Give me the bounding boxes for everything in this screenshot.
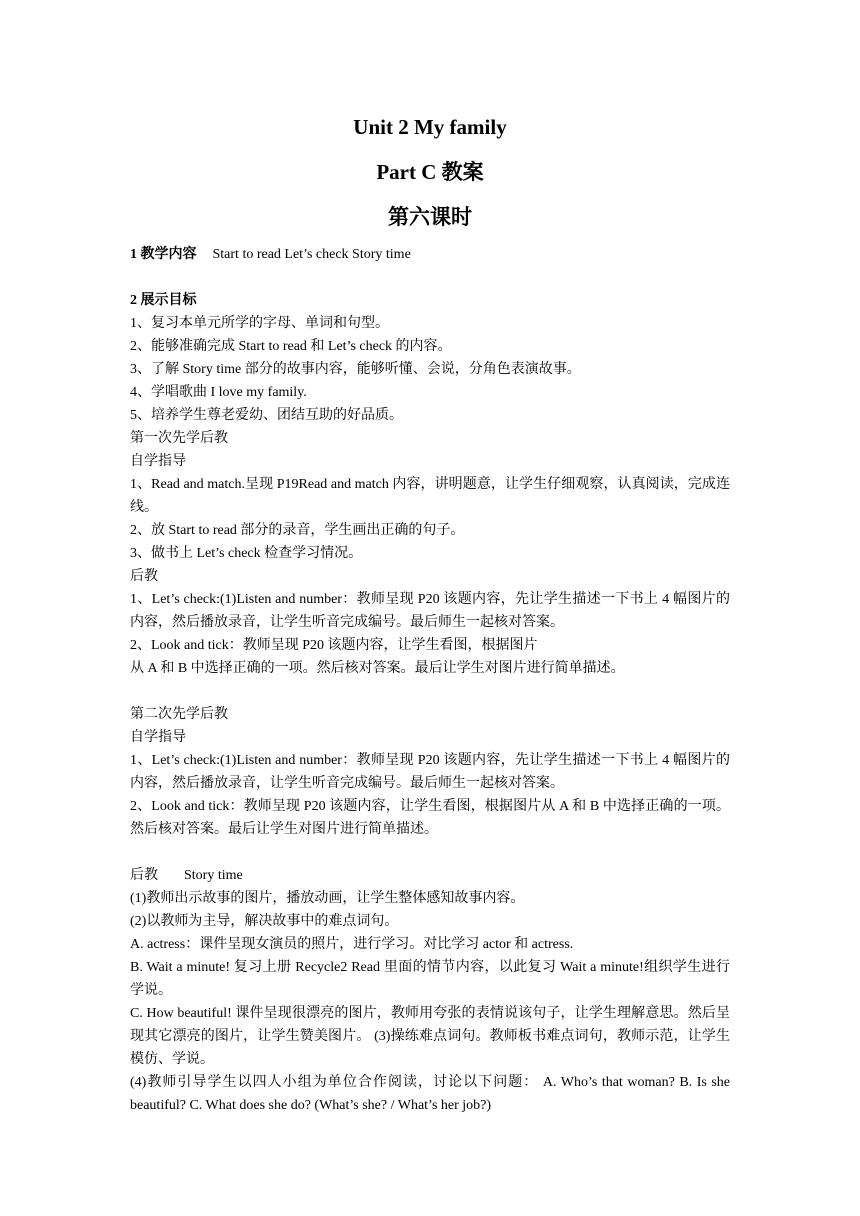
round-heading: 第二次先学后教 — [130, 707, 228, 722]
document-title: Unit 2 My family — [353, 115, 507, 139]
subheading: 后教 — [130, 569, 158, 584]
goal-item: 4、学唱歌曲 I love my family. — [130, 385, 307, 400]
paragraph: A. actress：课件呈现女演员的照片，进行学习。对比学习 actor 和 actress. — [130, 937, 574, 952]
paragraph: 1、Read and match.呈现 P19Read and match 内容，讲明题意，让学生仔细观察，认真阅读，完成连线。 — [130, 477, 730, 515]
paragraph: 1、Let’s check:(1)Listen and number：教师呈现 P20 该题内容，先让学生描述一下书上 4 幅图片的内容，然后播放录音，让学生听音完成编号。最后师生一起核对答案。 — [130, 753, 730, 791]
lesson-number-title: 第六课时 — [388, 205, 472, 229]
document-page — [130, 112, 730, 1117]
paragraph: 3、做书上 Let’s check 检查学习情况。 — [130, 546, 363, 561]
round-heading: 第一次先学后教 — [130, 431, 228, 446]
section-teaching-content — [130, 243, 730, 266]
paragraph: 1、Let’s check:(1)Listen and number：教师呈现 P20 该题内容，先让学生描述一下书上 4 幅图片的内容，然后播放录音，让学生听音完成编号。最后师生一起核对答案。 — [130, 592, 730, 630]
section-text: Start to read Let’s check Story time — [212, 247, 411, 262]
paragraph: 2、Look and tick：教师呈现 P20 该题内容，让学生看图，根据图片从 A 和 B 中选择正确的一项。然后核对答案。最后让学生对图片进行简单描述。 — [130, 799, 730, 837]
subheading: 自学指导 — [130, 454, 186, 469]
paragraph: B. Wait a minute! 复习上册 Recycle2 Read 里面的情节内容，以此复习 Wait a minute!组织学生进行学说。 — [130, 960, 730, 998]
paragraph: C. How beautiful! 课件呈现很漂亮的图片，教师用夸张的表情说该句子，让学生理解意思。然后呈现其它漂亮的图片，让学生赞美图片。 (3)操练难点词句。教师板书难点词句，教师示范，让学生模仿、学说。 — [130, 1006, 730, 1067]
document-subtitle: Part C 教案 — [376, 160, 484, 184]
paragraph: (1)教师出示故事的图片，播放动画，让学生整体感知故事内容。 — [130, 891, 525, 906]
paragraph: (2)以教师为主导，解决故事中的难点词句。 — [130, 914, 399, 929]
section-goals-heading: 2 展示目标 — [130, 293, 197, 308]
goal-item: 5、培养学生尊老爱幼、团结互助的好品质。 — [130, 408, 403, 423]
goal-item: 2、能够准确完成 Start to read 和 Let’s check 的内容。 — [130, 339, 452, 354]
story-time-label: Story time — [184, 868, 243, 883]
teach-after-label: 后教 — [130, 868, 158, 883]
goal-item: 1、复习本单元所学的字母、单词和句型。 — [130, 316, 389, 331]
subheading — [130, 864, 730, 887]
goal-item: 3、了解 Story time 部分的故事内容，能够听懂、会说，分角色表演故事。 — [130, 362, 581, 377]
paragraph: (4)教师引导学生以四人小组为单位合作阅读，讨论以下问题： A. Who’s that woman? B. Is she beautiful? C. What does she do? (What’s she? / What’s her job?) — [130, 1075, 730, 1113]
paragraph: 2、放 Start to read 部分的录音，学生画出正确的句子。 — [130, 523, 465, 538]
paragraph: 2、Look and tick：教师呈现 P20 该题内容，让学生看图，根据图片 — [130, 638, 538, 653]
paragraph: 从 A 和 B 中选择正确的一项。然后核对答案。最后让学生对图片进行简单描述。 — [130, 661, 625, 676]
subheading: 自学指导 — [130, 730, 186, 745]
section-label: 1 教学内容 — [130, 247, 197, 262]
